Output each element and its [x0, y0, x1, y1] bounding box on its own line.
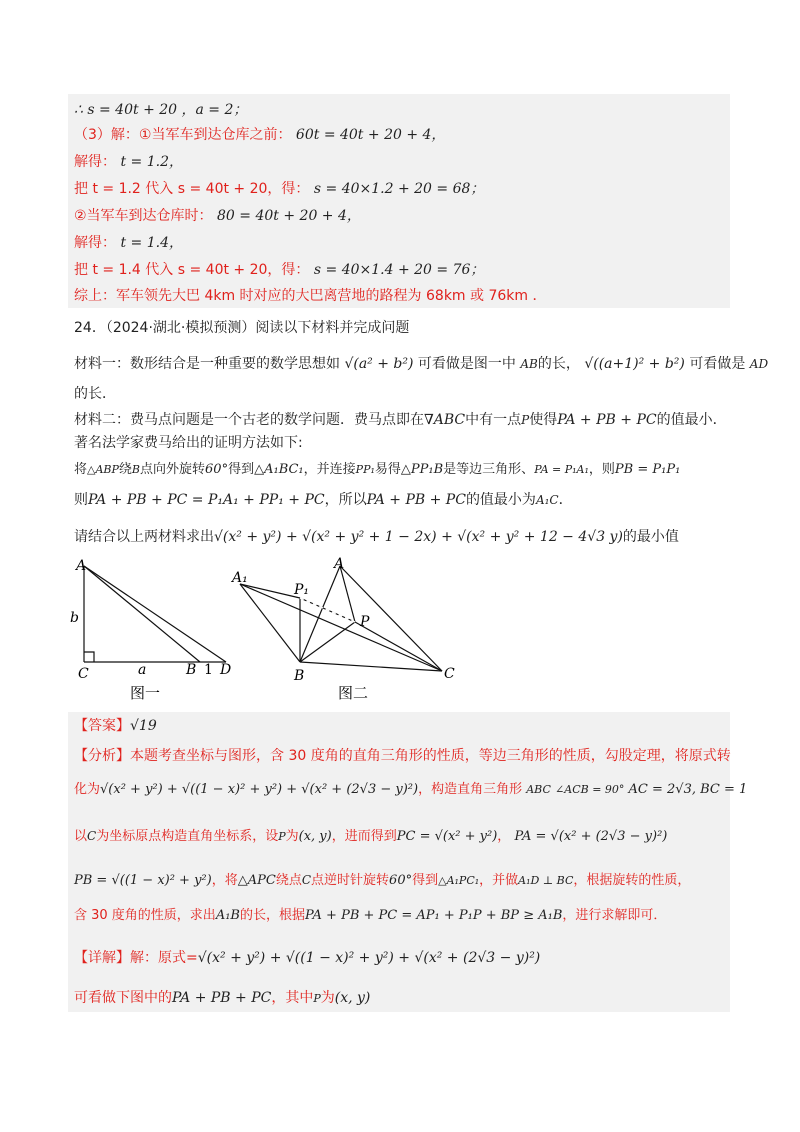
solution-line-5: ②当军车到达仓库时： 80 = 40t + 20 + 4，: [74, 208, 361, 224]
material-two-line-2: 著名法学家费马给出的证明方法如下:: [74, 435, 303, 451]
analysis-line-5: 含 30 度角的性质，求出A₁B的长，根据PA + PB + PC = AP₁ + P₁P + BP ≥ A₁B，进行求解即可．: [74, 908, 667, 923]
detail-line: 【详解】解：原式=√(x² + y²) + √((1 − x)² + y²) + √(x² + (2√3 − y)²): [74, 950, 541, 966]
fig1-label-A: A: [76, 558, 87, 574]
detail-line-2: 可看做下图中的PA + PB + PC，其中P为(x, y): [74, 990, 371, 1006]
answer-line: 【答案】√19: [74, 718, 157, 734]
fig1-label-B: B: [186, 662, 197, 678]
fig2-label-P: P: [360, 614, 370, 630]
figure-one: [62, 556, 242, 706]
fig1-label-b: b: [70, 610, 79, 626]
fig2-label-P1: P₁: [294, 582, 310, 598]
analysis-line-2: 化为√(x² + y²) + √((1 − x)² + y²) + √(x² + (2√3 − y)²)，构造直角三角形 ABC ∠ACB = 90° AC = 2√3, BC = 1: [74, 782, 748, 797]
material-one-end: 的长．: [74, 386, 116, 402]
solution-summary: 综上：军车领先大巴 4km 时对应的大巴离营地的路程为 68km 或 76km ．: [74, 288, 547, 304]
fig2-label-A1: A₁: [232, 570, 248, 586]
solution-line-1: ∴ s = 40t + 20 ，a = 2；: [74, 102, 248, 118]
question-header: 24．（2024·湖北·模拟预测）阅读以下材料并完成问题: [74, 320, 410, 336]
analysis-line-3: 以C为坐标原点构造直角坐标系，设P为(x, y)，进而得到PC = √(x² + y²)， PA = √(x² + (2√3 − y)²): [74, 829, 668, 844]
material-two-line-3: 将△ABP绕B点向外旋转60°得到△A₁BC₁，并连接PP₁易得△PP₁B是等边三角形、PA = P₁A₁，则PB = P₁P₁: [74, 462, 681, 477]
solution-line-3: 解得： t = 1.2，: [74, 154, 183, 170]
material-two-line-4: 则PA + PB + PC = P₁A₁ + PP₁ + PC，所以PA + PB + PC的值最小为A₁C．: [74, 492, 573, 508]
material-one: 材料一：数形结合是一种重要的数学思想如 √(a² + b²) 可看做是图一中 AB的长， √((a+1)² + b²) 可看做是 AD: [74, 356, 769, 372]
fig2-label-A: A: [334, 556, 345, 572]
figure-two: [228, 556, 458, 706]
fig1-label-1: 1: [204, 662, 213, 678]
solution-line-7: 把 t = 1.4 代入 s = 40t + 20，得： s = 40×1.4 + 20 = 76；: [74, 262, 485, 278]
solution-line-6: 解得： t = 1.4，: [74, 235, 183, 251]
analysis-line-1: 【分析】本题考查坐标与图形，含 30 度角的直角三角形的性质，等边三角形的性质，勾股定理，将原式转: [74, 748, 731, 764]
fig1-label-C: C: [78, 666, 89, 682]
fig2-label-B: B: [294, 668, 305, 684]
fig1-caption: 图一: [130, 684, 161, 702]
fig1-label-D: D: [220, 662, 232, 678]
fig2-label-C: C: [444, 666, 455, 682]
solution-line-4: 把 t = 1.2 代入 s = 40t + 20，得： s = 40×1.2 + 20 = 68；: [74, 181, 485, 197]
solution-line-2: （3）解：①当军车到达仓库之前： 60t = 40t + 20 + 4，: [74, 127, 446, 143]
material-two: 材料二：费马点问题是一个古老的数学问题．费马点即在∇ABC中有一点P使得PA + PB + PC的值最小．: [74, 412, 727, 428]
fig1-label-a: a: [138, 662, 147, 678]
question-ask: 请结合以上两材料求出√(x² + y²) + √(x² + y² + 1 − 2x) + √(x² + y² + 12 − 4√3 y)的最小值: [74, 529, 679, 545]
fig2-caption: 图二: [338, 684, 369, 702]
analysis-line-4: PB = √((1 − x)² + y²)，将△APC绕点C点逆时针旋转60°得到△A₁PC₁，并做A₁D ⊥ BC，根据旋转的性质，: [74, 873, 691, 888]
